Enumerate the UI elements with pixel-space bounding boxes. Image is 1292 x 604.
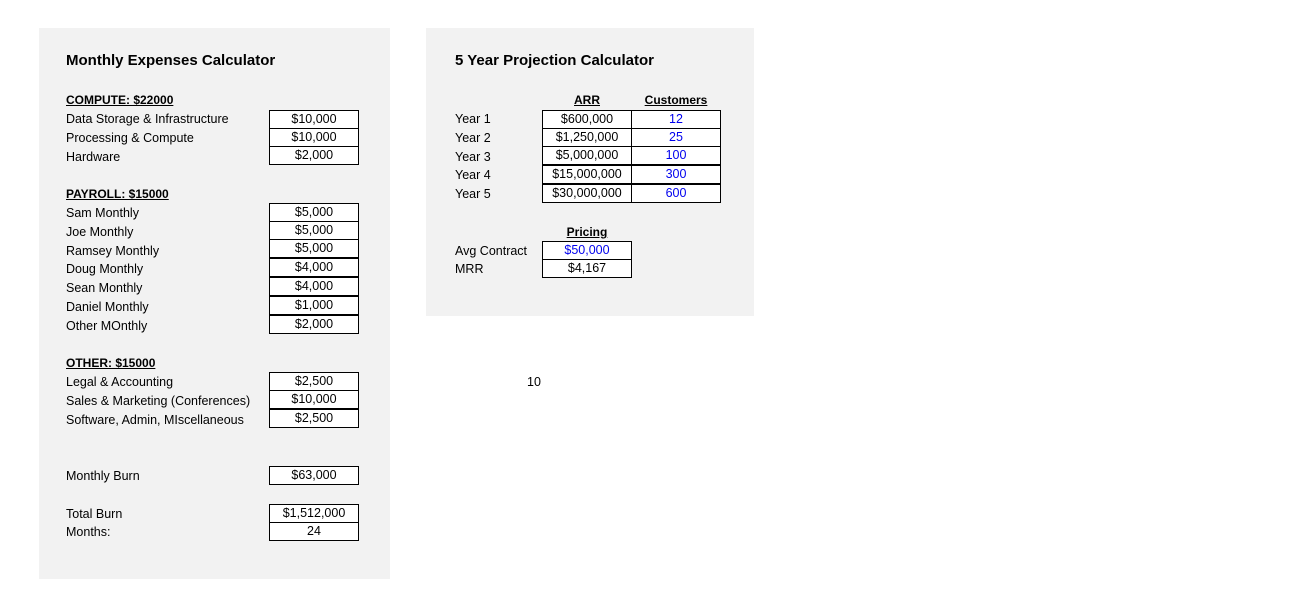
- arr-cell[interactable]: $15,000,000: [542, 165, 632, 184]
- payroll-row-label: Sam Monthly: [66, 206, 139, 220]
- payroll-row-label: Other MOnthly: [66, 319, 148, 333]
- payroll-value-cell[interactable]: $5,000: [269, 221, 359, 240]
- arr-cell[interactable]: $5,000,000: [542, 146, 632, 165]
- customers-cell[interactable]: 100: [631, 146, 721, 165]
- payroll-value-cell[interactable]: $2,000: [269, 315, 359, 334]
- arr-cell[interactable]: $600,000: [542, 110, 632, 129]
- payroll-value-cell[interactable]: $1,000: [269, 296, 359, 315]
- customers-column-header: Customers: [644, 93, 708, 107]
- payroll-row-label: Joe Monthly: [66, 225, 134, 239]
- mrr-cell[interactable]: $4,167: [542, 259, 632, 278]
- other-row-label: Sales & Marketing (Conferences): [66, 394, 251, 408]
- payroll-row-label: Doug Monthly: [66, 262, 144, 276]
- other-value-cell[interactable]: $2,500: [269, 372, 359, 391]
- avg-contract-label: Avg Contract: [455, 244, 528, 258]
- year-label: Year 2: [455, 131, 491, 145]
- year-label: Year 3: [455, 150, 491, 164]
- monthly-burn-label: Monthly Burn: [66, 469, 140, 483]
- payroll-row-label: Ramsey Monthly: [66, 244, 160, 258]
- other-header: OTHER: $15000: [66, 356, 156, 370]
- avg-contract-cell[interactable]: $50,000: [542, 241, 632, 260]
- other-value-cell[interactable]: $2,500: [269, 409, 359, 428]
- other-row-label: Software, Admin, MIscellaneous: [66, 413, 244, 427]
- customers-cell[interactable]: 300: [631, 165, 721, 184]
- compute-value-cell[interactable]: $10,000: [269, 128, 359, 147]
- payroll-value-cell[interactable]: $5,000: [269, 203, 359, 222]
- compute-row-label: Processing & Compute: [66, 131, 194, 145]
- pricing-header: Pricing: [566, 225, 608, 239]
- payroll-value-cell[interactable]: $5,000: [269, 239, 359, 258]
- projection-title: 5 Year Projection Calculator: [455, 52, 654, 69]
- payroll-row-label: Daniel Monthly: [66, 300, 149, 314]
- mrr-label: MRR: [455, 262, 484, 276]
- payroll-value-cell[interactable]: $4,000: [269, 277, 359, 296]
- payroll-row-label: Sean Monthly: [66, 281, 143, 295]
- loose-cell-value[interactable]: 10: [527, 375, 541, 389]
- arr-cell[interactable]: $1,250,000: [542, 128, 632, 147]
- compute-value-cell[interactable]: $2,000: [269, 146, 359, 165]
- customers-cell[interactable]: 12: [631, 110, 721, 129]
- compute-row-label: Hardware: [66, 150, 121, 164]
- months-label: Months:: [66, 525, 111, 539]
- year-label: Year 1: [455, 112, 491, 126]
- total-burn-cell[interactable]: $1,512,000: [269, 504, 359, 523]
- arr-cell[interactable]: $30,000,000: [542, 184, 632, 203]
- payroll-value-cell[interactable]: $4,000: [269, 258, 359, 277]
- compute-header: COMPUTE: $22000: [66, 93, 174, 107]
- arr-column-header: ARR: [574, 93, 600, 107]
- monthly-burn-cell[interactable]: $63,000: [269, 466, 359, 485]
- other-value-cell[interactable]: $10,000: [269, 390, 359, 409]
- year-label: Year 5: [455, 187, 491, 201]
- compute-row-label: Data Storage & Infrastructure: [66, 112, 229, 126]
- year-label: Year 4: [455, 168, 491, 182]
- expenses-title: Monthly Expenses Calculator: [66, 52, 276, 69]
- total-burn-label: Total Burn: [66, 507, 123, 521]
- months-cell[interactable]: 24: [269, 522, 359, 541]
- customers-cell[interactable]: 600: [631, 184, 721, 203]
- customers-cell[interactable]: 25: [631, 128, 721, 147]
- payroll-header: PAYROLL: $15000: [66, 187, 169, 201]
- compute-value-cell[interactable]: $10,000: [269, 110, 359, 129]
- other-row-label: Legal & Accounting: [66, 375, 174, 389]
